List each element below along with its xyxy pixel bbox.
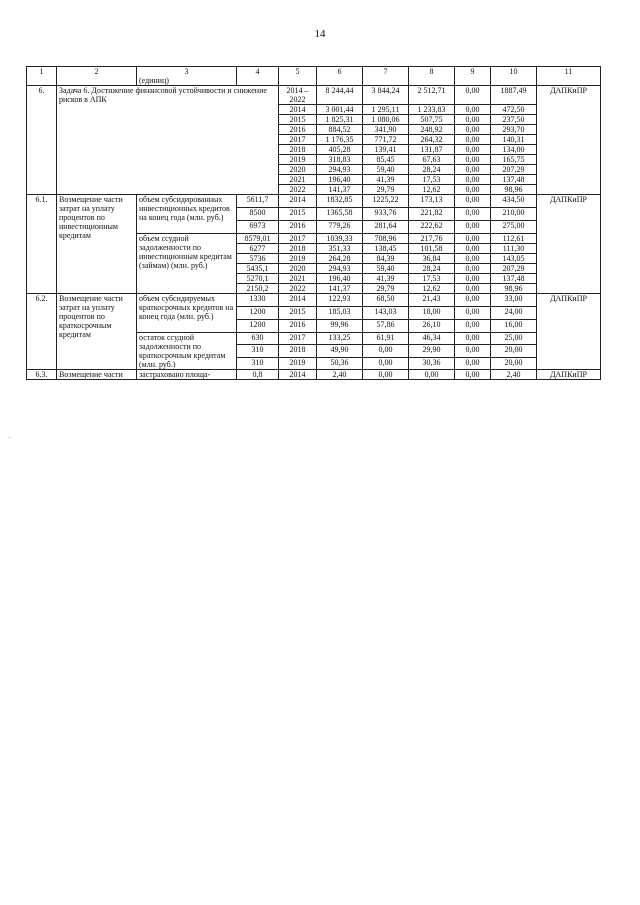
col-number: 10 xyxy=(491,67,537,86)
col-number: 3 (единиц) xyxy=(137,67,237,86)
indicator-value: 0,8 xyxy=(237,370,279,380)
indicator-value: 630 xyxy=(237,333,279,345)
value-cell: 0,00 xyxy=(455,105,491,115)
value-cell: 50,36 xyxy=(317,357,363,369)
year-cell: 2015 xyxy=(279,115,317,125)
value-cell: 18,00 xyxy=(409,307,455,320)
value-cell: 84,39 xyxy=(363,254,409,264)
value-cell: 0,00 xyxy=(455,345,491,357)
value-cell: 0,00 xyxy=(455,254,491,264)
value-cell: 131,87 xyxy=(409,145,455,155)
value-cell: 0,00 xyxy=(455,175,491,185)
value-cell: 141,37 xyxy=(317,185,363,195)
value-cell: 41,39 xyxy=(363,274,409,284)
value-cell: 0,00 xyxy=(455,274,491,284)
value-cell: 0,00 xyxy=(455,165,491,175)
item-name: Возмещение части xyxy=(57,370,137,380)
year-cell: 2015 xyxy=(279,208,317,221)
program-table xyxy=(26,66,601,380)
unit-note: (единиц) xyxy=(139,76,169,85)
value-cell: 0,00 xyxy=(455,135,491,145)
value-cell: 1 825,31 xyxy=(317,115,363,125)
value-cell: 0,00 xyxy=(455,86,491,105)
value-cell: 49,90 xyxy=(317,345,363,357)
col-number: 2 xyxy=(57,67,137,86)
indicator-name: остаток ссудной задолженности по краткосрочным кредитам (млн. руб.) xyxy=(137,333,237,370)
value-cell: 405,28 xyxy=(317,145,363,155)
col-number: 7 xyxy=(363,67,409,86)
indicator-value: 5435,1 xyxy=(237,264,279,274)
col-number: 11 xyxy=(537,67,601,86)
value-cell: 111,30 xyxy=(491,244,537,254)
col-number: 9 xyxy=(455,67,491,86)
period: 2014 – 2022 xyxy=(279,86,317,105)
indicator-name: застраховано площа- xyxy=(137,370,237,380)
value-cell: 217,76 xyxy=(409,234,455,244)
value-cell: 21,43 xyxy=(409,294,455,307)
value-cell: 24,00 xyxy=(491,307,537,320)
value-cell: 85,45 xyxy=(363,155,409,165)
col-number: 8 xyxy=(409,67,455,86)
value-cell: 264,32 xyxy=(409,135,455,145)
year-cell: 2014 xyxy=(279,105,317,115)
value-cell: 779,26 xyxy=(317,221,363,234)
value-cell: 17,53 xyxy=(409,274,455,284)
value-cell: 0,00 xyxy=(455,195,491,208)
value-cell: 318,83 xyxy=(317,155,363,165)
indicator-value: 6277 xyxy=(237,244,279,254)
value-cell: 36,84 xyxy=(409,254,455,264)
page-number: 14 xyxy=(314,28,326,40)
year-cell: 2017 xyxy=(279,333,317,345)
executor: ДАПКиПР xyxy=(537,195,601,294)
value-cell: 0,00 xyxy=(363,345,409,357)
value-cell: 771,72 xyxy=(363,135,409,145)
value-cell: 0,00 xyxy=(455,307,491,320)
value-cell: 1225,22 xyxy=(363,195,409,208)
value-cell: 1887,49 xyxy=(491,86,537,105)
value-cell: 41,39 xyxy=(363,175,409,185)
value-cell: 221,82 xyxy=(409,208,455,221)
value-cell: 1 080,06 xyxy=(363,115,409,125)
value-cell: 472,50 xyxy=(491,105,537,115)
col-number: 4 xyxy=(237,67,279,86)
executor: ДАПКиПР xyxy=(537,370,601,380)
item-name: Возмещение части затрат на уплату процентов по краткосрочным кредитам xyxy=(57,294,137,370)
table-row xyxy=(27,294,601,307)
value-cell: 0,00 xyxy=(455,284,491,294)
indicator-value: 310 xyxy=(237,357,279,369)
value-cell: 1039,33 xyxy=(317,234,363,244)
value-cell: 139,41 xyxy=(363,145,409,155)
task-number: 6. xyxy=(27,86,57,195)
value-cell: 0,00 xyxy=(363,370,409,380)
year-cell: 2015 xyxy=(279,307,317,320)
value-cell: 112,61 xyxy=(491,234,537,244)
year-cell: 2019 xyxy=(279,357,317,369)
value-cell: 98,96 xyxy=(491,284,537,294)
margin-mark: .. xyxy=(8,432,12,440)
year-cell: 2022 xyxy=(279,284,317,294)
value-cell: 237,50 xyxy=(491,115,537,125)
column-numbers-row xyxy=(27,67,601,86)
value-cell: 196,40 xyxy=(317,175,363,185)
value-cell: 99,96 xyxy=(317,320,363,333)
value-cell: 884,52 xyxy=(317,125,363,135)
value-cell: 3 844,24 xyxy=(363,86,409,105)
year-cell: 2019 xyxy=(279,254,317,264)
task-row xyxy=(27,86,601,105)
value-cell: 0,00 xyxy=(455,145,491,155)
value-cell: 0,00 xyxy=(455,234,491,244)
value-cell: 122,93 xyxy=(317,294,363,307)
year-cell: 2018 xyxy=(279,244,317,254)
year-cell: 2020 xyxy=(279,165,317,175)
value-cell: 185,03 xyxy=(317,307,363,320)
value-cell: 1 176,35 xyxy=(317,135,363,145)
value-cell: 0,00 xyxy=(455,185,491,195)
value-cell: 281,64 xyxy=(363,221,409,234)
value-cell: 294,93 xyxy=(317,165,363,175)
value-cell: 0,00 xyxy=(455,370,491,380)
value-cell: 248,92 xyxy=(409,125,455,135)
value-cell: 1365,58 xyxy=(317,208,363,221)
indicator-name: объем субсидированных инвестиционных кредитов на конец года (млн. руб.) xyxy=(137,195,237,234)
value-cell: 8 244,44 xyxy=(317,86,363,105)
year-cell: 2016 xyxy=(279,125,317,135)
year-cell: 2022 xyxy=(279,185,317,195)
value-cell: 137,48 xyxy=(491,175,537,185)
value-cell: 30,36 xyxy=(409,357,455,369)
value-cell: 0,00 xyxy=(455,115,491,125)
value-cell: 67,63 xyxy=(409,155,455,165)
table-row xyxy=(27,370,601,380)
indicator-value: 310 xyxy=(237,345,279,357)
value-cell: 434,50 xyxy=(491,195,537,208)
value-cell: 293,70 xyxy=(491,125,537,135)
value-cell: 2,40 xyxy=(491,370,537,380)
value-cell: 138,45 xyxy=(363,244,409,254)
value-cell: 0,00 xyxy=(455,208,491,221)
value-cell: 0,00 xyxy=(455,155,491,165)
value-cell: 12,62 xyxy=(409,284,455,294)
value-cell: 507,75 xyxy=(409,115,455,125)
indicator-value: 5736 xyxy=(237,254,279,264)
value-cell: 29,79 xyxy=(363,185,409,195)
year-cell: 2014 xyxy=(279,294,317,307)
value-cell: 29,79 xyxy=(363,284,409,294)
year-cell: 2018 xyxy=(279,145,317,155)
value-cell: 1 233,83 xyxy=(409,105,455,115)
item-number: 6.3. xyxy=(27,370,57,380)
year-cell: 2021 xyxy=(279,175,317,185)
value-cell: 143,05 xyxy=(491,254,537,264)
value-cell: 68,50 xyxy=(363,294,409,307)
year-cell: 2019 xyxy=(279,155,317,165)
value-cell: 264,28 xyxy=(317,254,363,264)
value-cell: 134,00 xyxy=(491,145,537,155)
value-cell: 0,00 xyxy=(455,320,491,333)
year-cell: 2016 xyxy=(279,221,317,234)
value-cell: 98,96 xyxy=(491,185,537,195)
value-cell: 25,00 xyxy=(491,333,537,345)
indicator-value: 2150,2 xyxy=(237,284,279,294)
value-cell: 0,00 xyxy=(455,264,491,274)
indicator-value: 5270,1 xyxy=(237,274,279,284)
value-cell: 1 295,11 xyxy=(363,105,409,115)
item-number: 6.2. xyxy=(27,294,57,370)
value-cell: 57,86 xyxy=(363,320,409,333)
value-cell: 28,24 xyxy=(409,264,455,274)
value-cell: 275,00 xyxy=(491,221,537,234)
value-cell: 207,29 xyxy=(491,264,537,274)
value-cell: 0,00 xyxy=(455,294,491,307)
col-number: 5 xyxy=(279,67,317,86)
year-cell: 2021 xyxy=(279,274,317,284)
value-cell: 196,40 xyxy=(317,274,363,284)
indicator-value: 8579,01 xyxy=(237,234,279,244)
year-cell: 2020 xyxy=(279,264,317,274)
value-cell: 101,58 xyxy=(409,244,455,254)
value-cell: 165,75 xyxy=(491,155,537,165)
value-cell: 210,00 xyxy=(491,208,537,221)
year-cell: 2017 xyxy=(279,234,317,244)
indicator-value: 8500 xyxy=(237,208,279,221)
year-cell: 2018 xyxy=(279,345,317,357)
value-cell: 137,48 xyxy=(491,274,537,284)
value-cell: 33,00 xyxy=(491,294,537,307)
year-cell: 2014 xyxy=(279,370,317,380)
value-cell: 207,29 xyxy=(491,165,537,175)
indicator-name: объем ссудной задолженности по инвестиционным кредитам (займам) (млн. руб.) xyxy=(137,234,237,294)
value-cell: 0,00 xyxy=(455,357,491,369)
value-cell: 341,90 xyxy=(363,125,409,135)
value-cell: 933,76 xyxy=(363,208,409,221)
executor: ДАПКиПР xyxy=(537,294,601,370)
value-cell: 133,25 xyxy=(317,333,363,345)
value-cell: 0,00 xyxy=(455,125,491,135)
indicator-name: объем субсидируемых краткосрочных кредитов на конец года (млн. руб.) xyxy=(137,294,237,333)
value-cell: 46,34 xyxy=(409,333,455,345)
col-number: 6 xyxy=(317,67,363,86)
value-cell: 28,24 xyxy=(409,165,455,175)
value-cell: 29,90 xyxy=(409,345,455,357)
indicator-value: 1200 xyxy=(237,320,279,333)
item-name: Возмещение части затрат на уплату процентов по инвестиционным кредитам xyxy=(57,195,137,294)
value-cell: 12,62 xyxy=(409,185,455,195)
value-cell: 294,93 xyxy=(317,264,363,274)
value-cell: 351,33 xyxy=(317,244,363,254)
year-cell: 2014 xyxy=(279,195,317,208)
value-cell: 173,13 xyxy=(409,195,455,208)
value-cell: 1832,85 xyxy=(317,195,363,208)
value-cell: 0,00 xyxy=(455,244,491,254)
value-cell: 20,00 xyxy=(491,357,537,369)
indicator-value: 5611,7 xyxy=(237,195,279,208)
value-cell: 17,53 xyxy=(409,175,455,185)
value-cell: 3 001,44 xyxy=(317,105,363,115)
indicator-value: 1330 xyxy=(237,294,279,307)
value-cell: 26,10 xyxy=(409,320,455,333)
value-cell: 140,31 xyxy=(491,135,537,145)
value-cell: 16,00 xyxy=(491,320,537,333)
executor: ДАПКиПР xyxy=(537,86,601,195)
col-number: 1 xyxy=(27,67,57,86)
item-number: 6.1. xyxy=(27,195,57,294)
year-cell: 2017 xyxy=(279,135,317,145)
value-cell: 2 512,71 xyxy=(409,86,455,105)
value-cell: 0,00 xyxy=(455,221,491,234)
value-cell: 0,00 xyxy=(409,370,455,380)
year-cell: 2016 xyxy=(279,320,317,333)
task-title: Задача 6. Достижение финансовой устойчивости и снижение рисков в АПК xyxy=(57,86,279,195)
value-cell: 141,37 xyxy=(317,284,363,294)
table-row xyxy=(27,195,601,208)
value-cell: 2,40 xyxy=(317,370,363,380)
indicator-value: 1200 xyxy=(237,307,279,320)
value-cell: 61,91 xyxy=(363,333,409,345)
value-cell: 59,40 xyxy=(363,264,409,274)
value-cell: 59,40 xyxy=(363,165,409,175)
value-cell: 143,03 xyxy=(363,307,409,320)
indicator-value: 6973 xyxy=(237,221,279,234)
value-cell: 708,96 xyxy=(363,234,409,244)
value-cell: 222,62 xyxy=(409,221,455,234)
value-cell: 0,00 xyxy=(455,333,491,345)
value-cell: 20,00 xyxy=(491,345,537,357)
value-cell: 0,00 xyxy=(363,357,409,369)
